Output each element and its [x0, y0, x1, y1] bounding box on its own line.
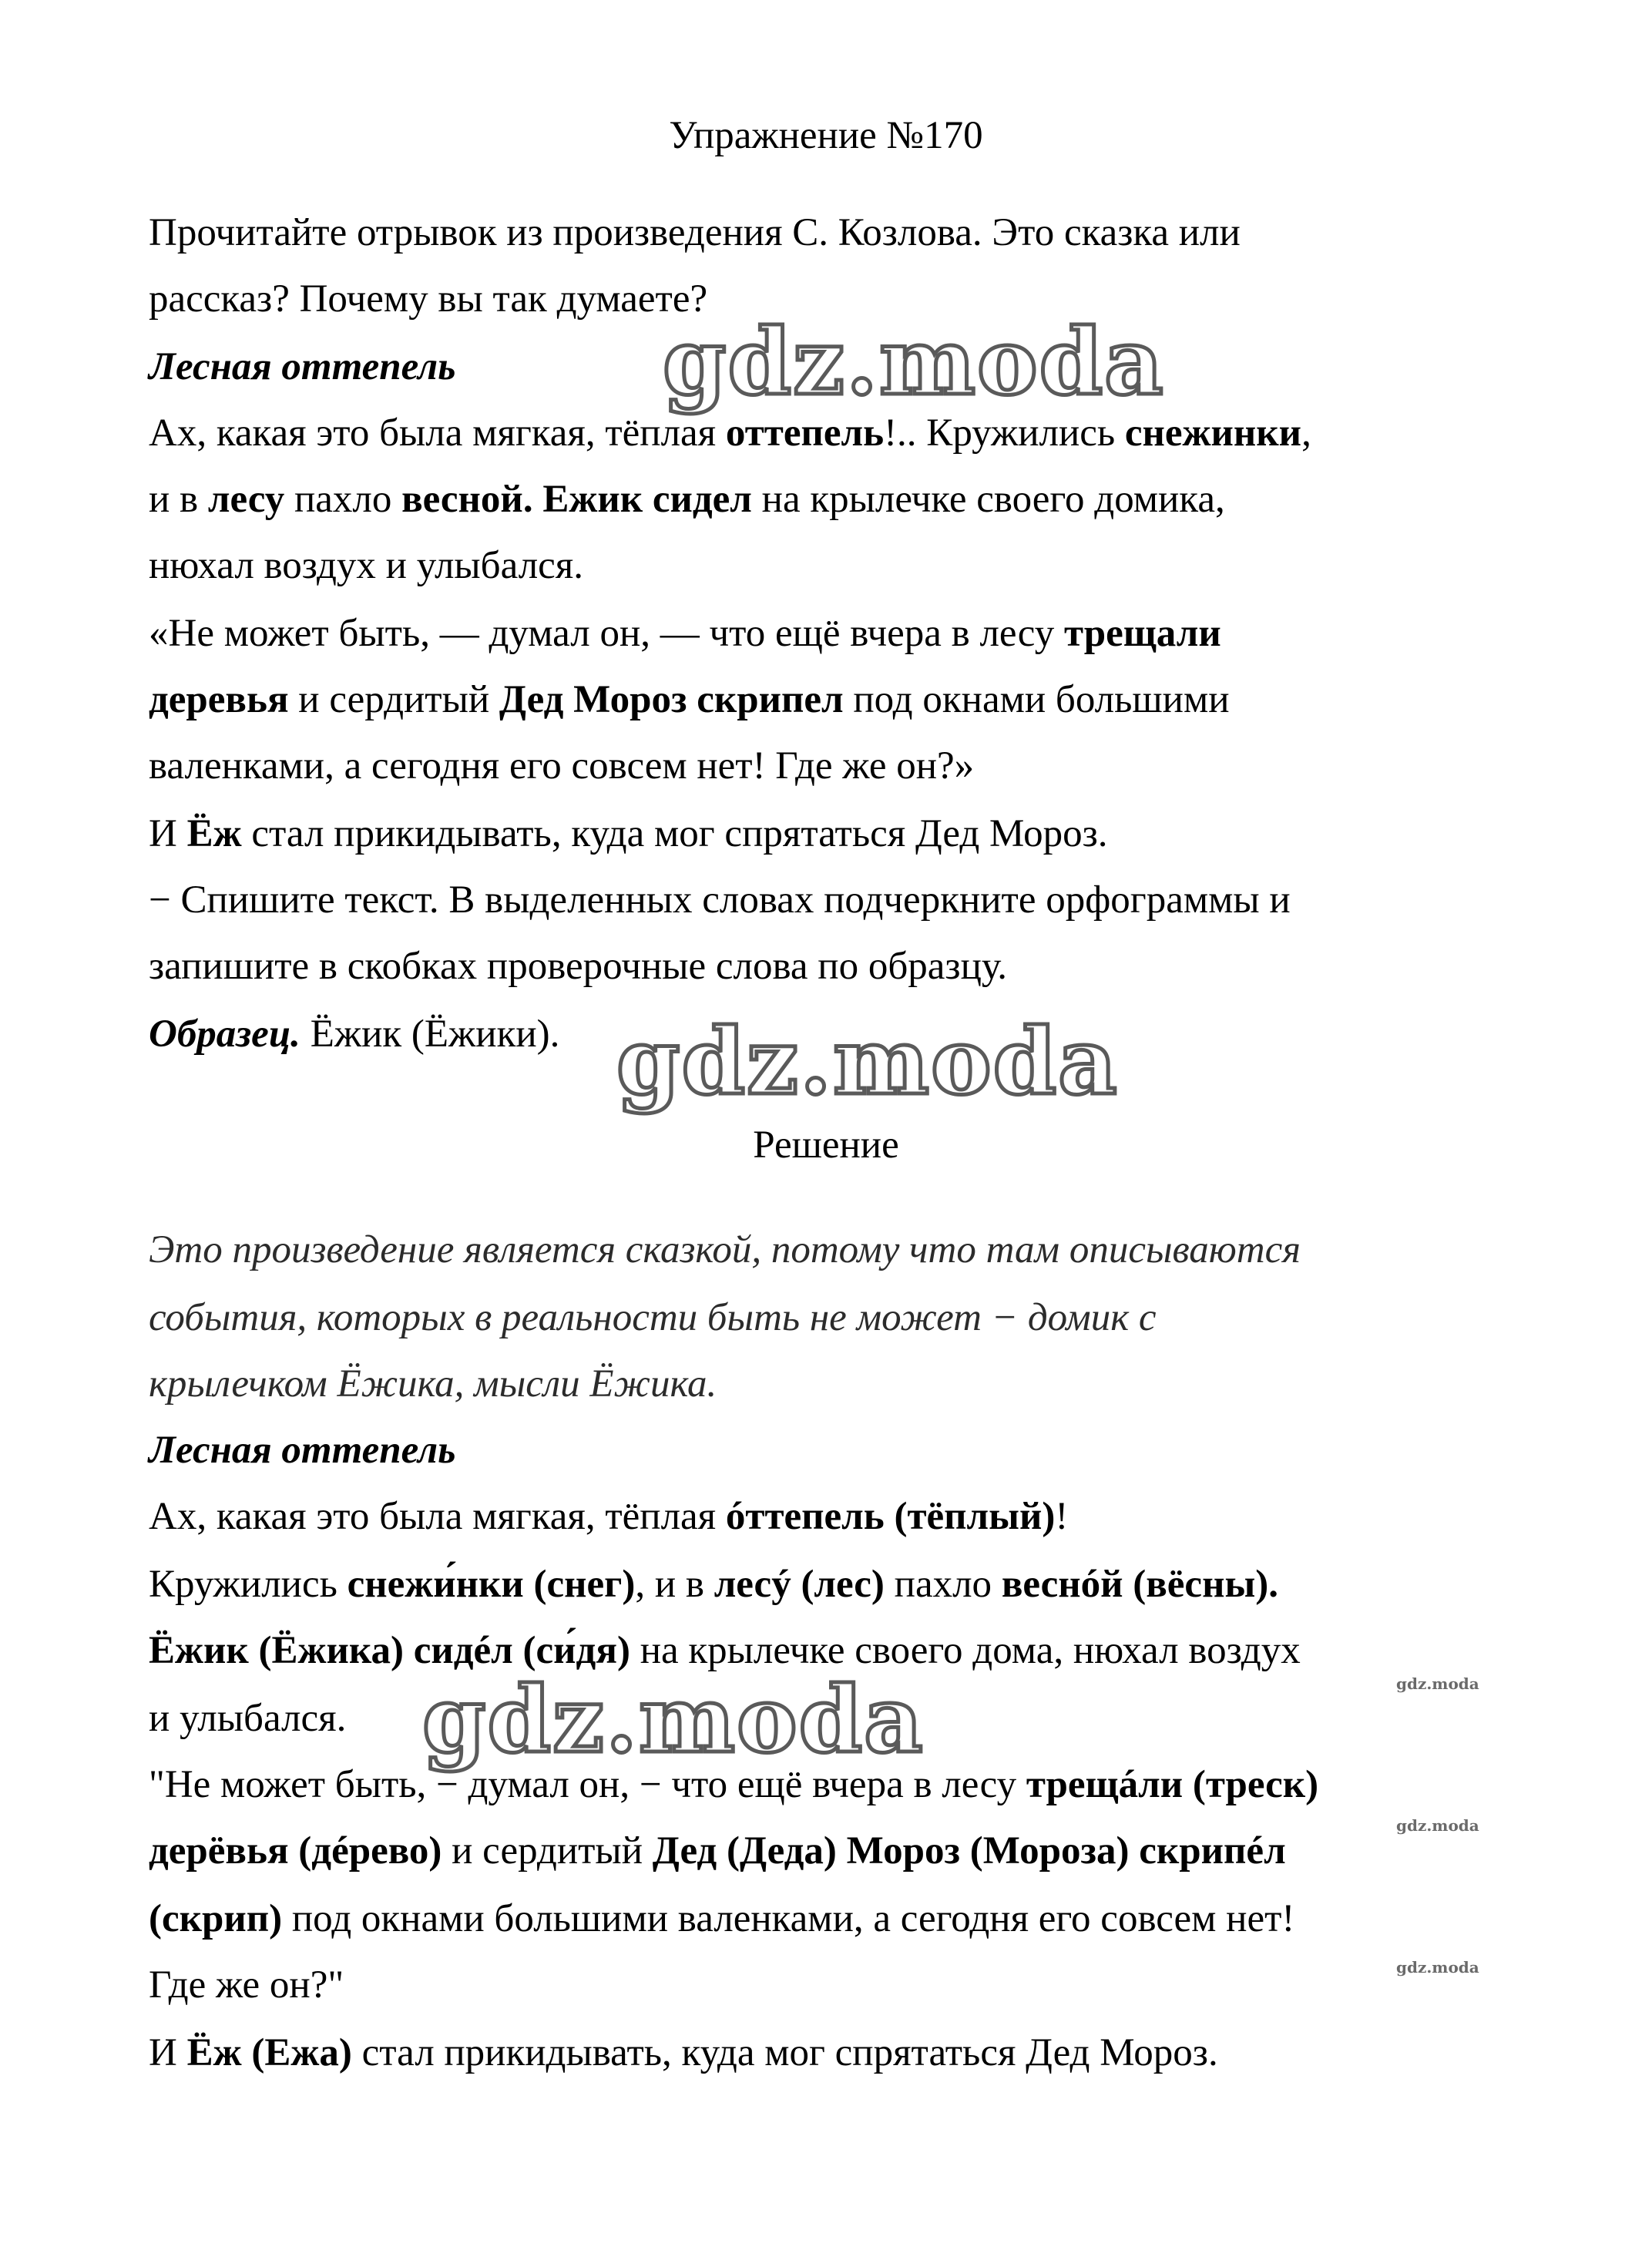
story-line-4: «Не может быть, — думал он, — что ещё вчера в лесу трещали	[149, 612, 1221, 655]
task-line-1: Прочитайте отрывок из произведения С. Козлова. Это сказка или	[149, 211, 1241, 254]
solution-heading: Решение	[753, 1124, 899, 1167]
task-line-2: рассказ? Почему вы так думаете?	[149, 277, 708, 321]
watermark-logo: gdz.moda	[422, 1666, 925, 1773]
solution-line-8: Где же он?"	[149, 1963, 344, 2007]
solution-line-3: Ёжик (Ёжика) сидéл (си́дя) на крылечке своего дома, нюхал воздух	[149, 1629, 1301, 1672]
solution-line-2: Кружились снежи́нки (снег), и в лесý (лес) пахло веснóй (вёсны).	[149, 1563, 1279, 1606]
solution-line-1: Ах, какая это была мягкая, тёплая óттепель (тёплый)!	[149, 1495, 1069, 1538]
solution-line-6: дерёвья (дéрево) и сердитый Дед (Деда) Мороз (Мороза) скрипéл	[149, 1829, 1286, 1872]
watermark-logo: gdz.moda	[663, 308, 1165, 415]
story-line-3: нюхал воздух и улыбался.	[149, 544, 584, 587]
solution-line-7: (скрип) под окнами большими валенками, а сегодня его совсем нет!	[149, 1897, 1295, 1940]
story-line-1: Ах, какая это была мягкая, тёплая оттепель!.. Кружились снежинки,	[149, 411, 1311, 455]
watermark-small: gdz.moda	[1396, 1674, 1479, 1693]
solution-line-5: "Не может быть, − думал он, − что ещё вчера в лесу трещáли (треск)	[149, 1763, 1319, 1806]
instruction-line-2: запишите в скобках проверочные слова по образцу.	[149, 945, 1008, 988]
story-line-7: И Ёж стал прикидывать, куда мог спрятаться Дед Мороз.	[149, 812, 1108, 855]
exercise-title: Упражнение №170	[669, 114, 983, 157]
watermark-logo: gdz.moda	[616, 1008, 1119, 1115]
solution-line-9: И Ёж (Ежа) стал прикидывать, куда мог спрятаться Дед Мороз.	[149, 2031, 1218, 2074]
watermark-small: gdz.moda	[1396, 1816, 1479, 1835]
story-title: Лесная оттепель	[149, 345, 456, 388]
watermark-small: gdz.moda	[1396, 1958, 1479, 1977]
instruction-line-1: − Спишите текст. В выделенных словах подчеркните орфограммы и	[149, 878, 1291, 922]
story-line-5: деревья и сердитый Дед Мороз скрипел под окнами большими	[149, 678, 1230, 721]
solution-story-title: Лесная оттепель	[149, 1429, 456, 1472]
answer-line-3: крылечком Ёжика, мысли Ёжика.	[149, 1362, 717, 1406]
sample-line: Образец. Ёжик (Ёжики).	[149, 1013, 560, 1056]
answer-line-2: события, которых в реальности быть не может − домик с	[149, 1296, 1157, 1339]
solution-line-4: и улыбался.	[149, 1697, 347, 1740]
story-line-2: и в лесу пахло весной. Ежик сидел на крылечке своего домика,	[149, 478, 1225, 521]
story-line-6: валенками, а сегодня его совсем нет! Где же он?»	[149, 744, 975, 788]
answer-line-1: Это произведение является сказкой, потому что там описываются	[149, 1228, 1301, 1271]
